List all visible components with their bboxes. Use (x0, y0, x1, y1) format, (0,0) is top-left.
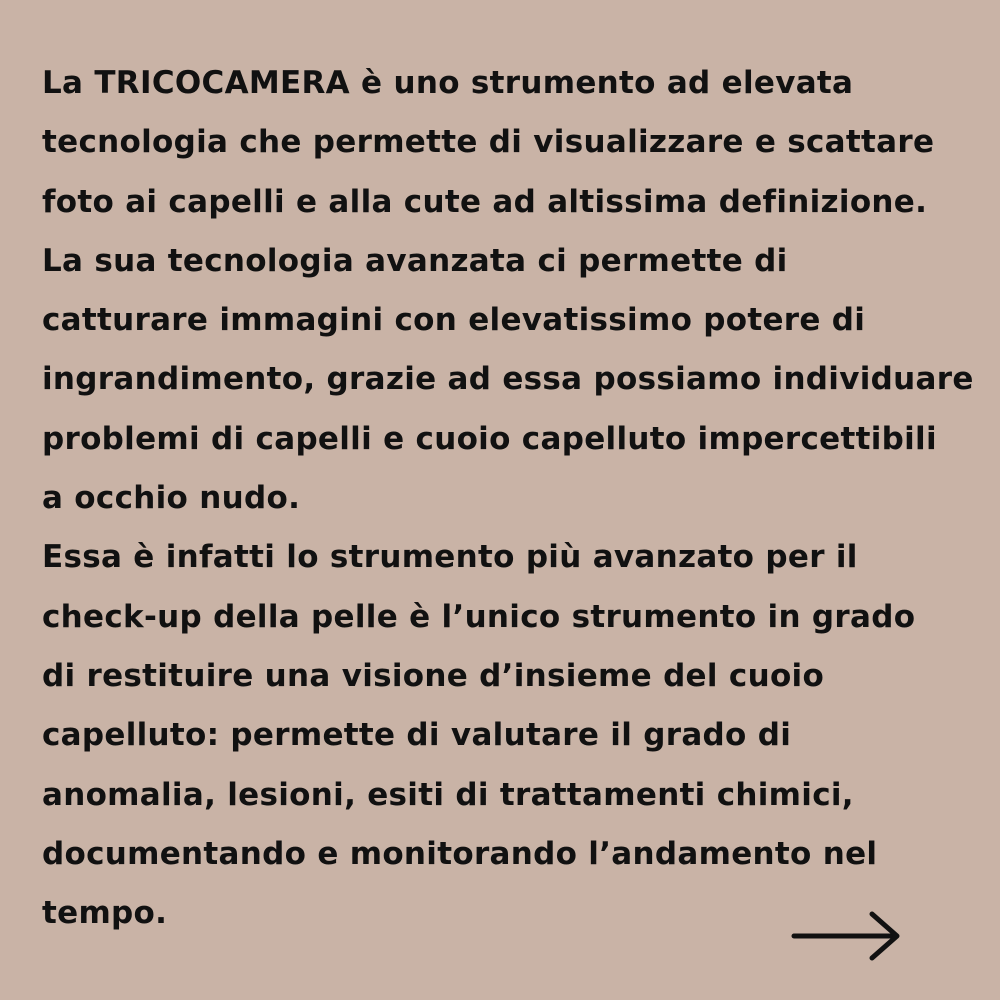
text-line: a occhio nudo. (42, 480, 301, 517)
text-line: anomalia, lesioni, esiti di trattamenti chimici, (42, 776, 854, 813)
text-line: capelluto: permette di valutare il grado di (42, 717, 792, 754)
text-line: La TRICOCAMERA è uno strumento ad elevata (42, 65, 854, 101)
text-line: tecnologia che permette di visualizzare e scattare (42, 124, 935, 161)
text-line: di restituire una visione d’insieme del cuoio (42, 657, 825, 694)
text-line: foto ai capelli e alla cute ad altissima definizione. (42, 183, 928, 220)
text-line: tempo. (42, 895, 168, 932)
text-line: ingrandimento, grazie ad essa possiamo individuare (42, 361, 974, 398)
arrow-right-icon[interactable] (790, 908, 904, 964)
text-line: La sua tecnologia avanzata ci permette di (42, 242, 788, 279)
text-line: catturare immagini con elevatissimo potere di (42, 302, 866, 339)
text-line: documentando e monitorando l’andamento nel (42, 835, 878, 872)
paragraph-intro (42, 54, 972, 232)
paragraph-technology (42, 232, 972, 528)
text-line: Essa è infatti lo strumento più avanzato per il (42, 539, 858, 576)
paragraph-checkup (42, 528, 972, 943)
text-line: problemi di capelli e cuoio capelluto impercettibili (42, 420, 937, 457)
text-line: check-up della pelle è l’unico strumento in grado (42, 598, 916, 635)
description-text (42, 54, 972, 943)
